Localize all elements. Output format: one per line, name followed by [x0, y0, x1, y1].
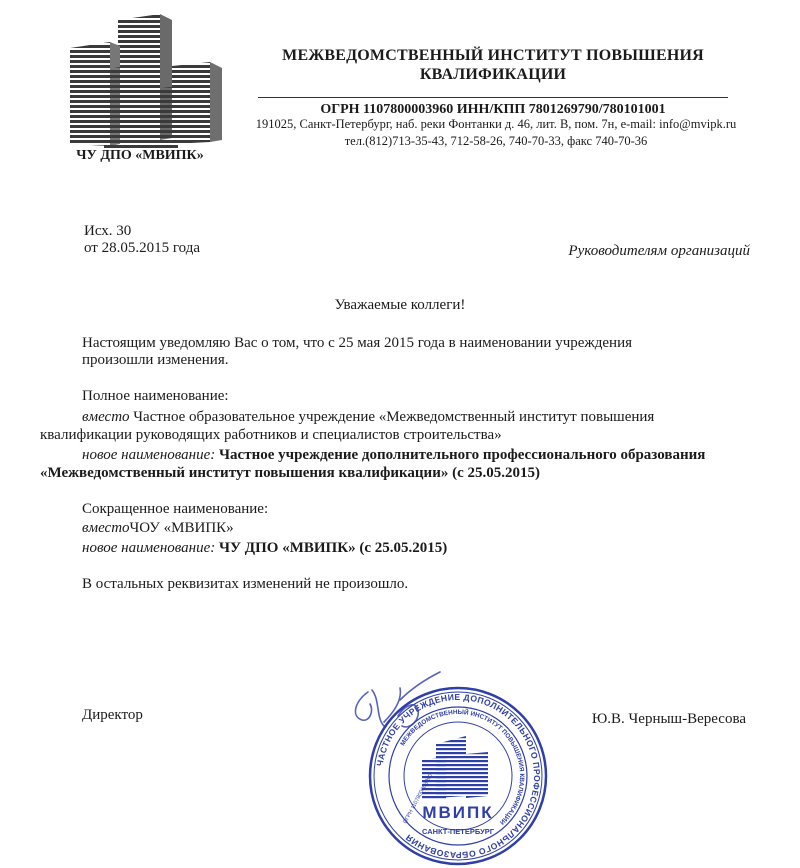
- outgoing-date: от 28.05.2015 года: [84, 240, 200, 256]
- stamp-city: САНКТ-ПЕТЕРБУРГ: [421, 827, 495, 836]
- signatory-title: Директор: [82, 707, 143, 723]
- new-full-name-line2: «Межведомственный институт повышения квалификации» (с 25.05.2015): [40, 465, 540, 481]
- organization-phones: тел.(812)713-35-43, 712-58-26, 740-70-33, факс 740-70-36: [344, 134, 648, 148]
- stamp-building-icon: [422, 736, 488, 800]
- old-full-name-line1-row: [82, 408, 758, 426]
- organization-name: [258, 46, 728, 84]
- closing-note: В остальных реквизитах изменений не произошло.: [82, 576, 409, 592]
- full-name-heading: Полное наименование:: [82, 388, 229, 404]
- official-stamp: [366, 684, 550, 868]
- addressee: Руководителям организаций: [568, 243, 750, 259]
- stamp-outer-text: ЧАСТНОЕ УЧРЕЖДЕНИЕ ДОПОЛНИТЕЛЬНОГО ПРОФЕССИОНАЛЬНОГО ОБРАЗОВАНИЯ: [374, 691, 543, 861]
- old-full-name-line1: Частное образовательное учреждение «Межведомственный институт повышения: [133, 409, 655, 425]
- header-divider: [258, 97, 728, 98]
- signatory-name: Ю.В. Черныш-Вересова: [591, 711, 746, 727]
- organization-address: 191025, Санкт-Петербург, наб. реки Фонтанки д. 46, лит. В, пом. 7н, e-mail: info@mvipk.ru: [255, 117, 737, 131]
- stamp-ogrn: ОГРН 1107800003960: [402, 772, 434, 825]
- stamp-inner-text: МЕЖВЕДОМСТВЕННЫЙ ИНСТИТУТ ПОВЫШЕНИЯ КВАЛИФИКАЦИИ: [399, 708, 526, 826]
- company-logo: [60, 10, 240, 150]
- old-short-name: ЧОУ «МВИПК»: [129, 520, 234, 536]
- outgoing-number: Исх. 30: [84, 223, 132, 239]
- new-full-name-line1: Частное учреждение дополнительного профессионального образования: [219, 447, 706, 463]
- new-name-label-short: новое наименование:: [82, 540, 216, 556]
- stamp-center-text: МВИПК: [422, 803, 494, 822]
- instead-label-short: вместо: [82, 520, 130, 536]
- new-full-name-row: [82, 446, 705, 464]
- intro-line-1: Настоящим уведомляю Вас о том, что с 25 мая 2015 года в наименовании учреждения: [82, 335, 633, 351]
- new-name-label: новое наименование:: [82, 447, 216, 463]
- registration-numbers: ОГРН 1107800003960 ИНН/КПП 7801269790/780101001: [320, 102, 666, 117]
- intro-line-2: произошли изменения.: [82, 352, 229, 368]
- old-full-name-line2: квалификации руководящих работников и специалистов строительства»: [40, 427, 502, 443]
- new-short-name: ЧУ ДПО «МВИПК» (с 25.05.2015): [219, 540, 448, 556]
- logo-caption: ЧУ ДПО «МВИПК»: [76, 148, 204, 163]
- instead-label: вместо: [82, 409, 130, 425]
- old-short-name-row: [82, 519, 234, 537]
- salutation: Уважаемые коллеги!: [334, 297, 466, 313]
- intro-paragraph: [82, 334, 758, 352]
- short-name-heading: Сокращенное наименование:: [82, 501, 269, 517]
- organization-name-line1: МЕЖВЕДОМСТВЕННЫЙ ИНСТИТУТ ПОВЫШЕНИЯ: [282, 47, 704, 64]
- organization-name-line2: КВАЛИФИКАЦИИ: [419, 66, 567, 83]
- new-short-name-row: [82, 539, 447, 557]
